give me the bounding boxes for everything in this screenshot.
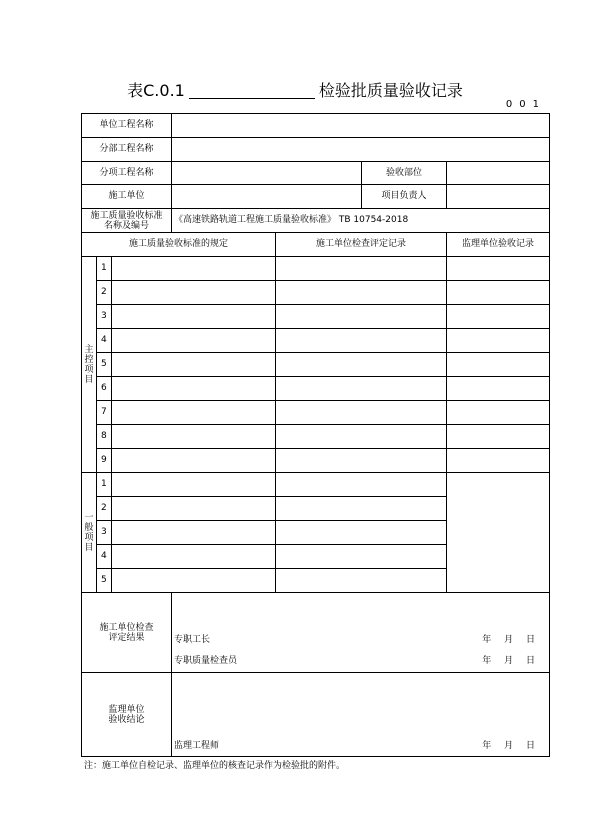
main-item-spec[interactable] [112, 401, 276, 425]
item-project-label: 分项工程名称 [82, 162, 172, 185]
inspection-record-table [81, 113, 550, 757]
main-item-number: 4 [97, 329, 112, 353]
general-item-number: 3 [97, 521, 112, 545]
unit-project-value[interactable] [172, 114, 550, 138]
main-item-supervisor[interactable] [447, 425, 550, 449]
supervisor-conclusion-label-line-2: 验收结论 [108, 714, 145, 725]
main-item-spec[interactable] [112, 449, 276, 473]
main-item-supervisor[interactable] [447, 305, 550, 329]
title-suffix: 检验批质量验收记录 [318, 81, 463, 100]
general-item-spec[interactable] [112, 569, 276, 593]
main-item-number: 5 [97, 353, 112, 377]
general-item-number: 1 [97, 473, 112, 497]
main-item-contractor[interactable] [276, 305, 447, 329]
page-title [0, 78, 590, 101]
general-item-contractor[interactable] [276, 497, 447, 521]
foreman-date: 年 月 日 [482, 635, 535, 645]
quality-inspector-date: 年 月 日 [482, 656, 535, 666]
quality-inspector-label: 专职质量检查员 [174, 656, 238, 666]
general-item-spec[interactable] [112, 545, 276, 569]
acceptance-part-label: 验收部位 [362, 162, 447, 185]
general-item-contractor[interactable] [276, 569, 447, 593]
unit-project-label: 单位工程名称 [82, 114, 172, 138]
main-item-contractor[interactable] [276, 401, 447, 425]
main-item-spec[interactable] [112, 353, 276, 377]
contractor-result-label [82, 593, 172, 673]
acceptance-part-value[interactable] [447, 162, 550, 185]
general-item-number: 4 [97, 545, 112, 569]
main-item-number: 8 [97, 425, 112, 449]
general-item-contractor[interactable] [276, 545, 447, 569]
main-item-spec[interactable] [112, 305, 276, 329]
column-header-contractor: 施工单位检查评定记录 [276, 233, 447, 257]
standard-value: 《高速铁路轨道工程施工质量验收标准》 TB 10754-2018 [172, 209, 550, 233]
contractor-result-label-line-1: 施工单位检查 [99, 622, 154, 633]
division-project-label: 分部工程名称 [82, 138, 172, 162]
general-items-label: 一般项目 [82, 473, 97, 593]
general-item-number: 2 [97, 497, 112, 521]
supervising-engineer-label: 监理工程师 [174, 741, 220, 751]
standard-label-line-2: 名称及编号 [103, 220, 149, 231]
main-item-number: 7 [97, 401, 112, 425]
title-prefix: 表C.0.1 [127, 81, 185, 100]
main-item-supervisor[interactable] [447, 401, 550, 425]
main-item-supervisor[interactable] [447, 329, 550, 353]
column-header-supervisor: 监理单位验收记录 [447, 233, 550, 257]
main-item-contractor[interactable] [276, 449, 447, 473]
main-item-contractor[interactable] [276, 377, 447, 401]
main-item-spec[interactable] [112, 281, 276, 305]
main-item-number: 1 [97, 257, 112, 281]
main-item-spec[interactable] [112, 425, 276, 449]
main-item-contractor[interactable] [276, 329, 447, 353]
main-item-spec[interactable] [112, 329, 276, 353]
main-item-number: 6 [97, 377, 112, 401]
footer-note: 注：施工单位自检记录、监理单位的核查记录作为检验批的附件。 [84, 761, 346, 771]
main-item-contractor[interactable] [276, 257, 447, 281]
supervisor-conclusion-label-line-1: 监理单位 [108, 704, 145, 715]
general-item-number: 5 [97, 569, 112, 593]
general-item-contractor[interactable] [276, 521, 447, 545]
general-items-supervisor[interactable] [447, 473, 550, 593]
main-item-supervisor[interactable] [447, 449, 550, 473]
project-leader-label: 项目负责人 [362, 185, 447, 209]
supervisor-conclusion-label [82, 673, 172, 757]
item-project-value[interactable] [172, 162, 362, 185]
main-item-spec[interactable] [112, 377, 276, 401]
main-item-supervisor[interactable] [447, 377, 550, 401]
main-item-contractor[interactable] [276, 281, 447, 305]
main-item-contractor[interactable] [276, 425, 447, 449]
title-blank-field[interactable] [189, 83, 315, 99]
document-number: 001 [505, 99, 546, 110]
contractor-result-label-line-2: 评定结果 [108, 632, 145, 643]
general-item-contractor[interactable] [276, 473, 447, 497]
foreman-label: 专职工长 [174, 635, 211, 645]
general-item-spec[interactable] [112, 521, 276, 545]
supervisor-conclusion-area[interactable] [172, 673, 550, 757]
contractor-result-area[interactable] [172, 593, 550, 673]
main-item-spec[interactable] [112, 257, 276, 281]
column-header-spec: 施工质量验收标准的规定 [82, 233, 276, 257]
main-items-label: 主控项目 [82, 257, 97, 473]
main-item-supervisor[interactable] [447, 281, 550, 305]
construction-unit-value[interactable] [172, 185, 362, 209]
main-item-supervisor[interactable] [447, 257, 550, 281]
main-item-contractor[interactable] [276, 353, 447, 377]
main-item-supervisor[interactable] [447, 353, 550, 377]
division-project-value[interactable] [172, 138, 550, 162]
standard-label [82, 209, 172, 233]
main-item-number: 3 [97, 305, 112, 329]
project-leader-value[interactable] [447, 185, 550, 209]
standard-label-line-1: 施工质量验收标准 [90, 210, 163, 221]
general-item-spec[interactable] [112, 473, 276, 497]
main-item-number: 2 [97, 281, 112, 305]
general-item-spec[interactable] [112, 497, 276, 521]
supervising-engineer-date: 年 月 日 [482, 741, 535, 751]
construction-unit-label: 施工单位 [82, 185, 172, 209]
main-item-number: 9 [97, 449, 112, 473]
